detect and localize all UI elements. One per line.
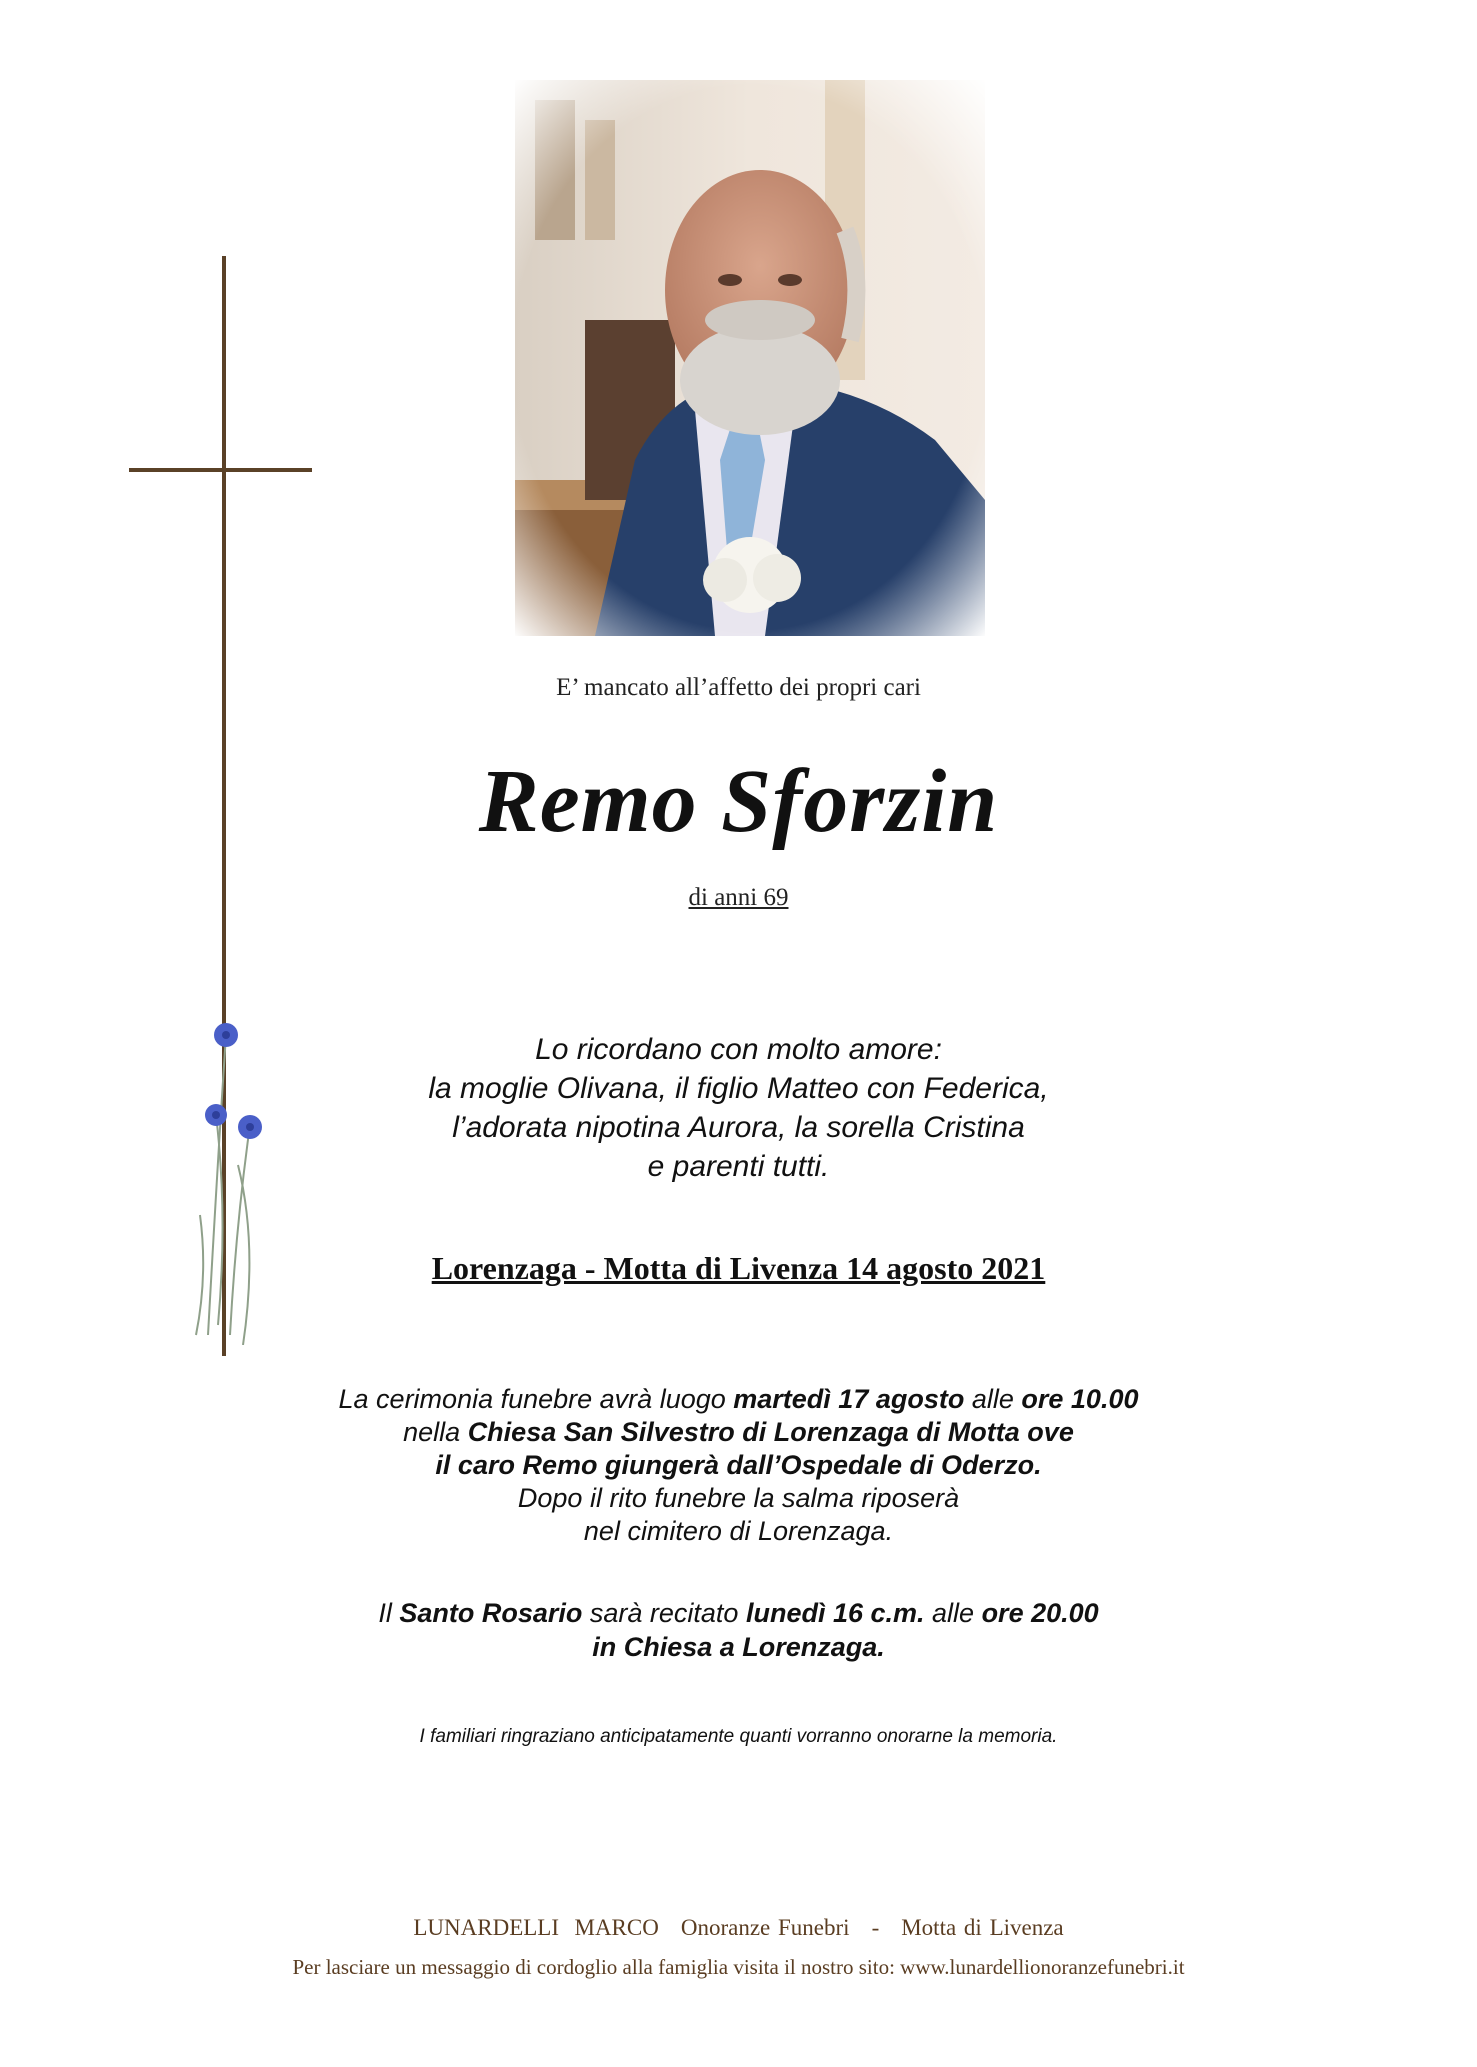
footer-message: Per lasciare un messaggio di cordoglio alla famiglia visita il nostro sito: www.lunardellionoranzefunebri.it [292, 1955, 1185, 1979]
thanks-text: I familiari ringraziano anticipatamente quanti vorranno onorarne la memoria. [419, 1726, 1058, 1747]
footer-company [0, 1915, 1477, 1941]
ceremony-line-4: Dopo il rito funebre la salma riposerà [517, 1483, 960, 1513]
portrait-illustration [515, 80, 985, 636]
place-date: Lorenzaga - Motta di Livenza 14 agosto 2021 [431, 1250, 1046, 1286]
ceremony-line-5: nel cimitero di Lorenzaga. [583, 1516, 894, 1546]
portrait-photo [515, 80, 985, 636]
footer-dash: - [871, 1915, 880, 1940]
intro-text: E’ mancato all’affetto dei propri cari [556, 674, 921, 701]
age-text: di anni 69 [688, 884, 789, 911]
remembrance-line: l’adorata nipotina Aurora, la sorella Cristina [452, 1111, 1025, 1144]
remembrance-line: la moglie Olivana, il figlio Matteo con Federica, [428, 1072, 1049, 1105]
deceased-name: Remo Sforzin [478, 752, 999, 851]
company-name: LUNARDELLI MARCO [413, 1915, 659, 1940]
company-service: Onoranze Funebri [680, 1915, 850, 1940]
rosary-line-2: in Chiesa a Lorenzaga. [592, 1632, 885, 1662]
cross-crossbar [129, 468, 312, 472]
remembrance-line: Lo ricordano con molto amore: [535, 1033, 942, 1066]
remembrance-block [0, 1030, 1477, 1186]
company-town: Motta di Livenza [901, 1915, 1064, 1940]
rosary-line-1: Il Santo Rosario sarà recitato lunedì 16 c.m. alle ore 20.00 [378, 1598, 1099, 1628]
ceremony-line-1: La cerimonia funebre avrà luogo martedì 17 agosto alle ore 10.00 [338, 1384, 1139, 1414]
rosary-block [0, 1596, 1477, 1664]
ceremony-line-2: nella Chiesa San Silvestro di Lorenzaga di Motta ove [403, 1417, 1074, 1447]
ceremony-line-3: il caro Remo giungerà dall’Ospedale di Oderzo. [435, 1450, 1042, 1480]
ceremony-block [0, 1383, 1477, 1548]
remembrance-line: e parenti tutti. [647, 1150, 830, 1183]
